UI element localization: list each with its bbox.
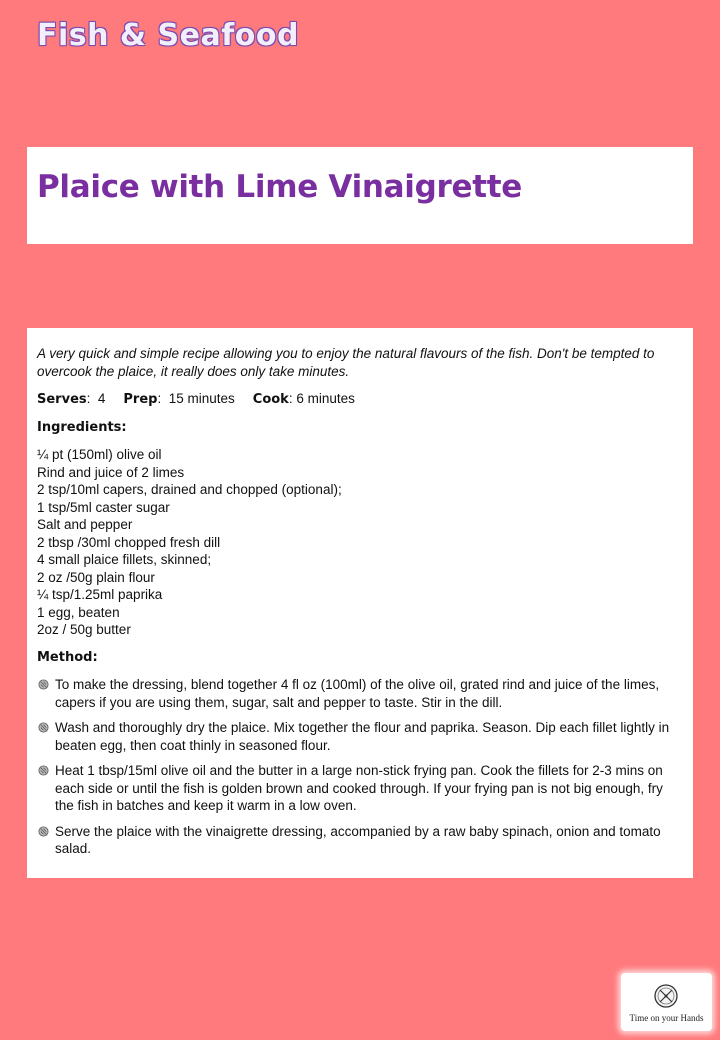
logo-text: Time on your Hands [629,1013,704,1023]
bullet-icon [38,679,49,690]
method-step [37,762,683,815]
ingredient-item: 2oz / 50g butter [37,622,131,637]
ingredient-item: Rind and juice of 2 limes [37,464,185,480]
prep-label: Prep [123,392,158,407]
ingredient-item: 2 tsp/10ml capers, drained and chopped (optional); [37,482,342,497]
method-step [37,719,683,754]
bullet-icon [38,826,49,837]
ingredients-list [37,446,683,639]
ingredient-item: 2 oz /50g plain flour [37,569,155,585]
method-heading-text: Method [37,649,93,665]
method-step-text: Wash and thoroughly dry the plaice. Mix together the flour and paprika. Season. Dip each fillet lightly in beaten egg, then coat thinly in seasoned flour. [55,720,670,753]
ingredients-heading-text: Ingredients [37,419,122,435]
recipe-title: Plaice with Lime Vinaigrette [37,169,522,205]
recipe-intro: A very quick and simple recipe allowing you to enjoy the natural flavours of the fish. Don't be tempted to overcook the plaice, it really does only take minutes. [37,346,655,379]
cook-label: Cook [252,392,289,407]
ingredient-item: 1 tsp/5ml caster sugar [37,499,170,515]
serves-label: Serves [37,392,87,407]
logo-badge [621,973,712,1031]
ingredient-item: 4 small plaice fillets, skinned; [37,552,212,567]
recipe-content-panel [27,328,693,878]
cook-value: 6 minutes [296,391,355,406]
ingredient-item: ¼ pt (150ml) olive oil [37,447,162,462]
bullet-icon [38,722,49,733]
method-step [37,676,683,711]
clock-logo-icon [653,983,679,1009]
ingredient-item: ¼ tsp/1.25ml paprika [37,587,163,602]
ingredient-item: 2 tbsp /30ml chopped fresh dill [37,534,221,550]
ingredient-item: Salt and pepper [37,517,133,532]
recipe-meta: Serves: 4 Prep: 15 minutes Cook: 6 minutes [37,391,355,407]
prep-value: 15 minutes [168,391,235,406]
method-heading: Method: [37,649,98,665]
method-step-text: Heat 1 tbsp/15ml olive oil and the butter in a large non-stick frying pan. Cook the fillets for 2-3 mins on each side or until the fish is golden brown and cooked through. If your frying pan is not big enough, fry the fish in batches and keep it warm in a low oven. [55,763,663,813]
ingredients-heading: Ingredients: [37,419,127,435]
bullet-icon [38,765,49,776]
ingredient-item: 1 egg, beaten [37,604,120,620]
recipe-title-panel [27,147,693,244]
method-step-text: To make the dressing, blend together 4 fl oz (100ml) of the olive oil, grated rind and juice of the limes, capers if you are using them, sugar, salt and pepper to taste. Stir in the dill. [55,677,660,710]
serves-value: 4 [97,391,106,406]
method-step [37,823,683,858]
method-step-text: Serve the plaice with the vinaigrette dressing, accompanied by a raw baby spinach, onion and tomato salad. [55,823,661,856]
method-list [37,676,683,858]
section-title: Fish & Seafood [37,18,299,53]
